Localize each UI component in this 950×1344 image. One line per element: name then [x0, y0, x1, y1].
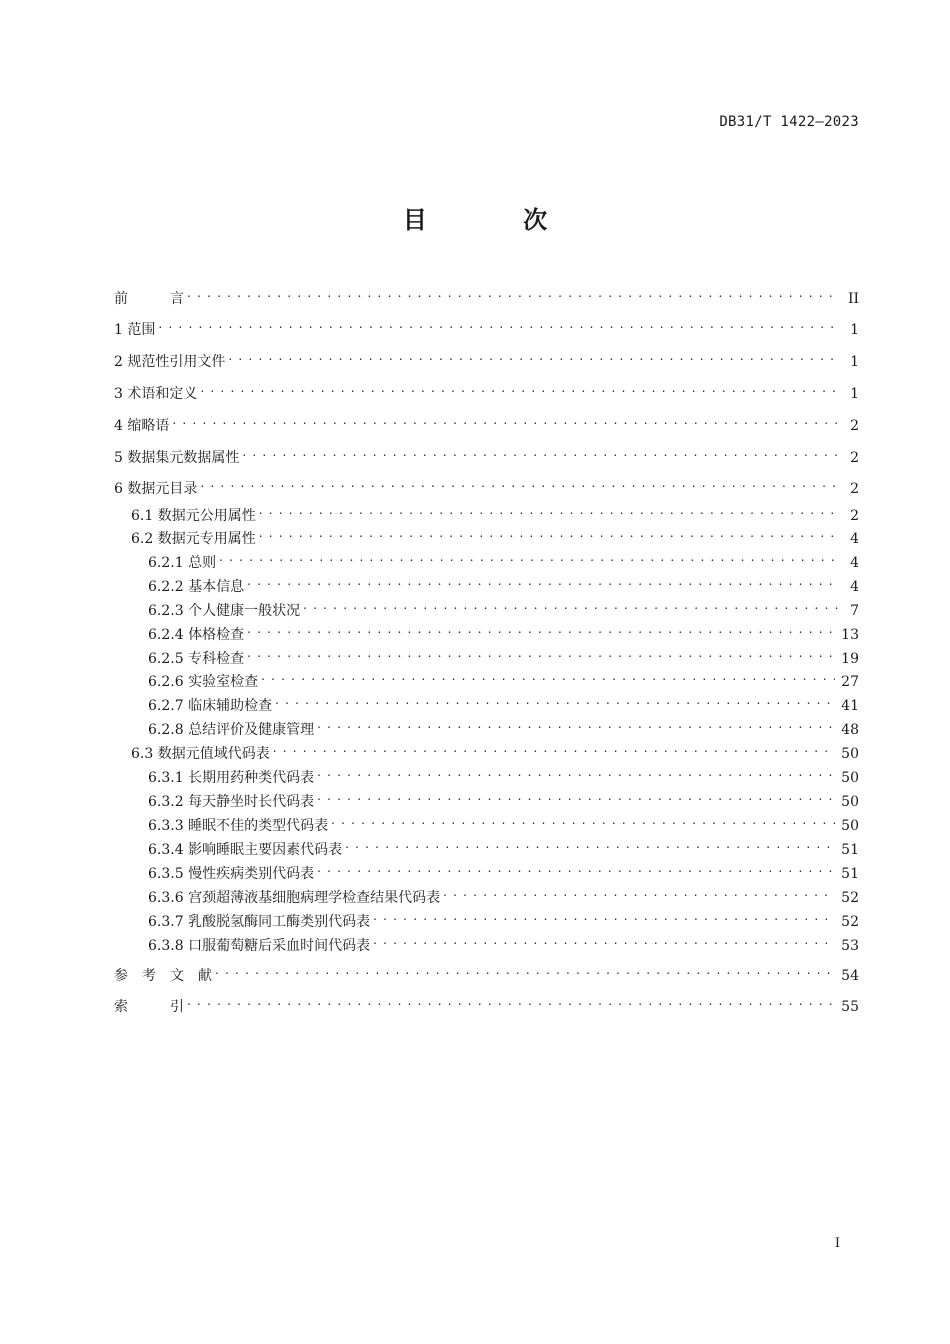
- toc-dot-leader: [317, 762, 835, 782]
- toc-entry-page: 53: [841, 938, 859, 954]
- toc-entry-label: 6.3.4 影响睡眠主要因素代码表: [148, 842, 343, 858]
- toc-entry-page: 50: [841, 746, 859, 762]
- toc-entry-label: 6.3.6 宫颈超薄液基细胞病理学检查结果代码表: [148, 890, 441, 906]
- toc-entry-label: 6.2 数据元专用属性: [131, 531, 256, 547]
- toc-entry-label: 前 言: [114, 291, 184, 307]
- toc-entry-label: 6.2.2 基本信息: [148, 579, 245, 595]
- toc-entry-label: 6.2.8 总结评价及健康管理: [148, 722, 315, 738]
- toc-entry[interactable]: [114, 906, 859, 930]
- toc-dot-leader: [247, 619, 835, 639]
- toc-entry[interactable]: [114, 786, 859, 810]
- toc-entry-page: 4: [850, 555, 859, 571]
- toc-entry-page: 1: [850, 322, 859, 338]
- toc-entry-label: 3 术语和定义: [114, 386, 198, 402]
- toc-entry[interactable]: [114, 762, 859, 786]
- toc-entry[interactable]: [114, 314, 859, 338]
- toc-dot-leader: [242, 442, 839, 462]
- toc-entry-page: 7: [850, 603, 859, 619]
- toc-dot-leader: [228, 346, 839, 366]
- toc-entry-label: 6.3.2 每天静坐时长代码表: [148, 794, 315, 810]
- toc-entry-page: 27: [841, 674, 859, 690]
- toc-dot-leader: [219, 547, 839, 567]
- toc-entry-page: 2: [850, 418, 859, 434]
- toc-dot-leader: [303, 595, 839, 615]
- toc-dot-leader: [158, 314, 839, 334]
- toc-entry-page: 1: [850, 386, 859, 402]
- toc-entry[interactable]: [114, 666, 859, 690]
- toc-dot-leader: [187, 283, 839, 303]
- toc-entry[interactable]: [114, 858, 859, 882]
- toc-entry-page: 1: [850, 354, 859, 370]
- toc-entry[interactable]: [114, 930, 859, 954]
- toc-entry-page: 50: [841, 818, 859, 834]
- toc-entry-page: 2: [850, 450, 859, 466]
- toc-entry-label: 2 规范性引用文件: [114, 354, 226, 370]
- toc-entry-page: 51: [841, 842, 859, 858]
- toc-entry-label: 6.2.1 总则: [148, 555, 217, 571]
- toc-entry-page: 52: [841, 890, 859, 906]
- toc-entry-label: 6.2.6 实验室检查: [148, 674, 259, 690]
- toc-entry-label: 6.2.4 体格检查: [148, 627, 245, 643]
- toc-entry-label: 5 数据集元数据属性: [114, 450, 240, 466]
- toc-entry-label: 1 范围: [114, 322, 156, 338]
- toc-entry[interactable]: [114, 960, 859, 984]
- toc-dot-leader: [259, 523, 839, 543]
- toc-entry[interactable]: [114, 346, 859, 370]
- toc-entry-page: 2: [850, 481, 859, 497]
- toc-dot-leader: [443, 882, 835, 902]
- toc-entry-page: 2: [850, 508, 859, 524]
- toc-dot-leader: [275, 690, 835, 710]
- toc-entry[interactable]: [114, 473, 859, 497]
- toc-entry-page: 51: [841, 866, 859, 882]
- toc-dot-leader: [200, 378, 839, 398]
- toc-dot-leader: [317, 714, 835, 734]
- toc-entry[interactable]: [114, 378, 859, 402]
- toc-entry-page: 50: [841, 770, 859, 786]
- toc-entry[interactable]: [114, 643, 859, 667]
- footer-page-number: I: [834, 1236, 840, 1251]
- toc-entry-page: 52: [841, 914, 859, 930]
- toc-dot-leader: [331, 810, 835, 830]
- toc-entry-label: 4 缩略语: [114, 418, 170, 434]
- toc-entry[interactable]: [114, 571, 859, 595]
- toc-dot-leader: [317, 858, 835, 878]
- toc-dot-leader: [273, 738, 835, 758]
- toc-dot-leader: [259, 500, 839, 520]
- toc-entry-label: 索 引: [114, 999, 184, 1015]
- toc-entry-label: 6.1 数据元公用属性: [131, 508, 256, 524]
- toc-entry[interactable]: [114, 882, 859, 906]
- toc-entry-label: 6.2.7 临床辅助检查: [148, 698, 273, 714]
- toc-dot-leader: [345, 834, 835, 854]
- toc-entry[interactable]: [114, 283, 859, 307]
- toc-dot-leader: [317, 786, 835, 806]
- toc-dot-leader: [215, 960, 835, 980]
- toc-entry[interactable]: [114, 442, 859, 466]
- toc-entry-page: 48: [841, 722, 859, 738]
- toc-entry-label: 6.2.3 个人健康一般状况: [148, 603, 301, 619]
- toc-entry[interactable]: [114, 595, 859, 619]
- toc-entry[interactable]: [114, 500, 859, 524]
- toc-entry-page: II: [847, 291, 859, 307]
- toc-entry[interactable]: [114, 619, 859, 643]
- toc-entry[interactable]: [114, 547, 859, 571]
- toc-entry-page: 41: [841, 698, 859, 714]
- toc-dot-leader: [247, 571, 839, 591]
- toc-entry-label: 参 考 文 献: [114, 968, 212, 984]
- toc-entry-label: 6.3 数据元值域代码表: [131, 746, 270, 762]
- toc-entry-page: 4: [850, 579, 859, 595]
- toc-dot-leader: [247, 643, 835, 663]
- toc-entry-page: 55: [841, 999, 859, 1015]
- toc-entry[interactable]: [114, 834, 859, 858]
- toc-entry[interactable]: [114, 738, 859, 762]
- toc-dot-leader: [172, 410, 839, 430]
- toc-entry-label: 6.3.3 睡眠不佳的类型代码表: [148, 818, 329, 834]
- toc-entry-page: 13: [841, 627, 859, 643]
- toc-entry[interactable]: [114, 810, 859, 834]
- toc-entry[interactable]: [114, 410, 859, 434]
- toc-entry-page: 50: [841, 794, 859, 810]
- toc-entry[interactable]: [114, 690, 859, 714]
- toc-dot-leader: [200, 473, 839, 493]
- toc-entry-label: 6.3.1 长期用药种类代码表: [148, 770, 315, 786]
- toc-dot-leader: [261, 666, 835, 686]
- page-title: 目 次: [402, 206, 592, 234]
- toc-entry[interactable]: [114, 714, 859, 738]
- toc-entry-page: 19: [841, 651, 859, 667]
- toc-entry-label: 6.3.7 乳酸脱氢酶同工酶类别代码表: [148, 914, 371, 930]
- toc-entry[interactable]: [114, 991, 859, 1015]
- toc-dot-leader: [373, 930, 835, 950]
- toc-entry[interactable]: [114, 523, 859, 547]
- toc-dot-leader: [187, 991, 835, 1011]
- toc-entry-label: 6.3.5 慢性疾病类别代码表: [148, 866, 315, 882]
- toc-entry-label: 6.3.8 口服葡萄糖后采血时间代码表: [148, 938, 371, 954]
- toc-dot-leader: [373, 906, 835, 926]
- toc-entry-page: 54: [841, 968, 859, 984]
- toc-entry-page: 4: [850, 531, 859, 547]
- toc-entry-label: 6 数据元目录: [114, 481, 198, 497]
- toc-entry-label: 6.2.5 专科检查: [148, 651, 245, 667]
- document-id: DB31/T 1422—2023: [719, 114, 859, 130]
